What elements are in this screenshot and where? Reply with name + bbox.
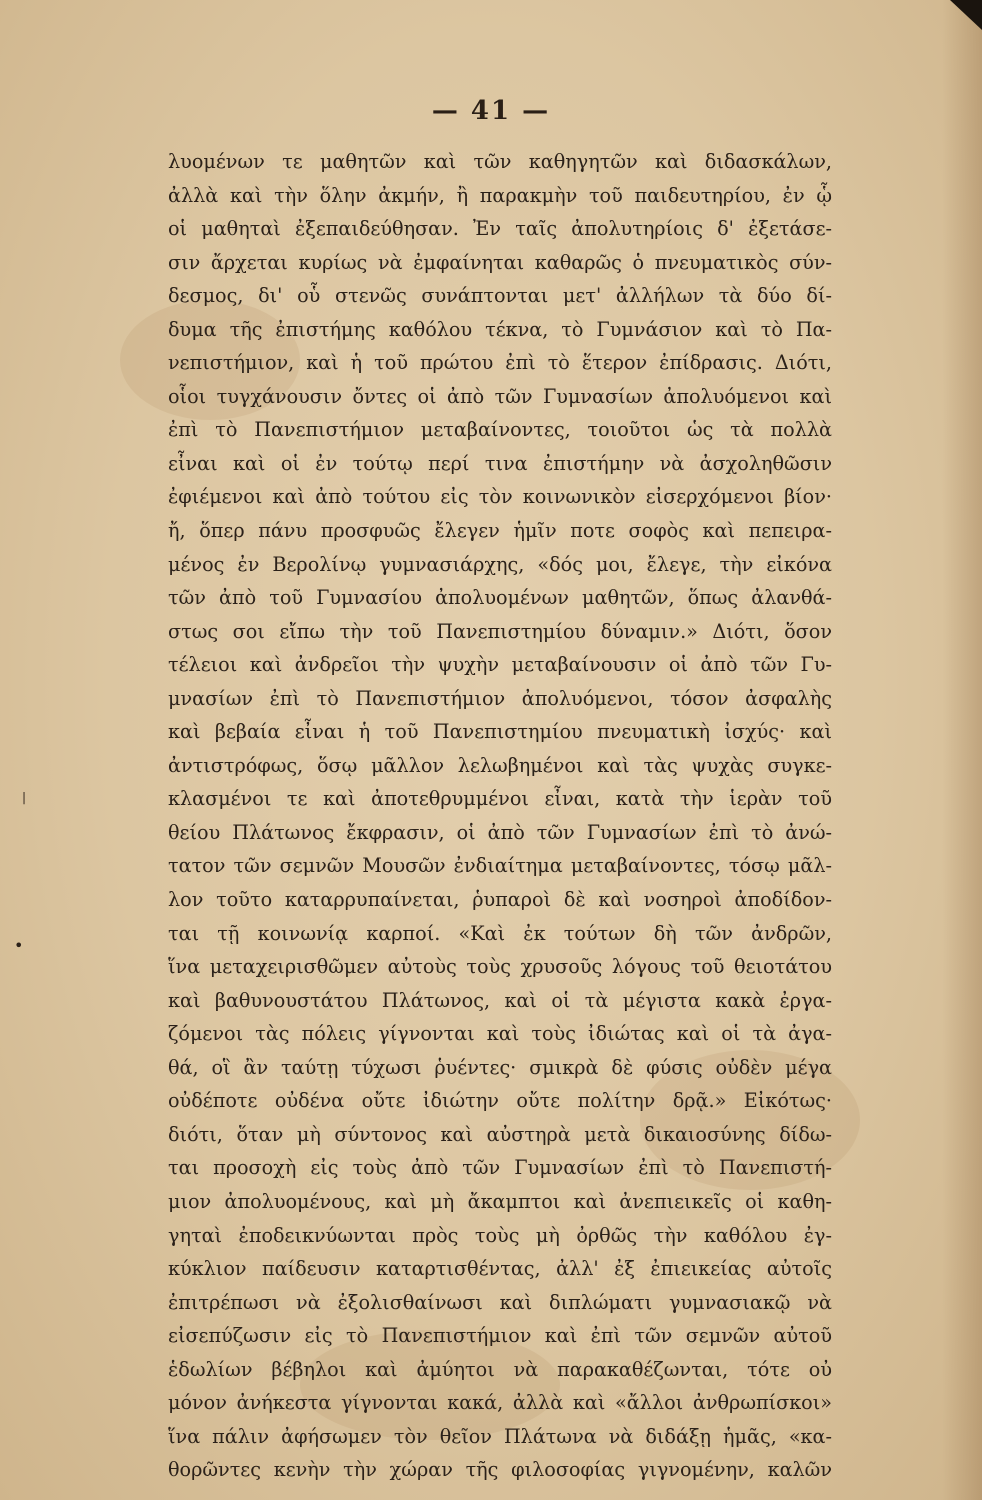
text-line: οὐδέποτε οὐδένα οὔτε ἰδιώτην οὔτε πολίτην δρᾷ.» Εἰκότως· (168, 1089, 832, 1113)
text-line: θορῶντες κενὴν τὴν χώραν τῆς φιλοσοφίας γιγνομένην, καλῶν (168, 1458, 832, 1482)
text-line: ἤ, ὅπερ πάνυ προσφυῶς ἔλεγεν ἡμῖν ποτε σοφὸς καὶ πεπειρα- (168, 519, 832, 543)
text-line: ἵνα μεταχειρισθῶμεν αὐτοὺς τοὺς χρυσοῦς λόγους τοῦ θειοτάτου (168, 955, 832, 979)
text-line: τατον τῶν σεμνῶν Μουσῶν ἐνδιαίτημα μεταβαίνοντες, τόσῳ μᾶλ- (168, 854, 832, 878)
text-line: ἐπὶ τὸ Πανεπιστήμιον μεταβαίνοντες, τοιοῦτοι ὡς τὰ πολλὰ (168, 418, 832, 442)
text-line: ζόμενοι τὰς πόλεις γίγνονται καὶ τοὺς ἰδιώτας καὶ οἱ τὰ ἀγα- (168, 1022, 832, 1046)
text-line: μόνον ἀνήκεστα γίγνονται κακά, ἀλλὰ καὶ «ἄλλοι ἀνθρωπίσκοι» (168, 1391, 832, 1415)
text-line: μιον ἀπολυομένους, καὶ μὴ ἄκαμπτοι καὶ ἀνεπιεικεῖς οἱ καθη- (168, 1189, 832, 1213)
text-line: διότι, ὅταν μὴ σύντονος καὶ αὐστηρὰ μετὰ δικαιοσύνης δίδω- (168, 1122, 832, 1146)
text-line: νεπιστήμιον, καὶ ἡ τοῦ πρώτου ἐπὶ τὸ ἕτερον ἐπίδρασις. Διότι, (168, 351, 832, 375)
text-line: οἱ μαθηταὶ ἐξεπαιδεύθησαν. Ἐν ταῖς ἀπολυτηρίοις δ' ἐξετάσε- (168, 217, 832, 241)
text-line: οἷοι τυγχάνουσιν ὄντες οἱ ἀπὸ τῶν Γυμνασίων ἀπολυόμενοι καὶ (168, 384, 832, 408)
text-line: δεσμος, δι' οὗ στενῶς συνάπτονται μετ' ἀλλήλων τὰ δύο δί- (168, 284, 832, 308)
text-line: μνασίων ἐπὶ τὸ Πανεπιστήμιον ἀπολυόμενοι, τόσον ἀσφαλὴς (168, 686, 832, 710)
text-line: δυμα τῆς ἐπιστήμης καθόλου τέκνα, τὸ Γυμνάσιον καὶ τὸ Πα- (168, 317, 832, 341)
text-line: ἑδωλίων βέβηλοι καὶ ἀμύητοι νὰ παρακαθέζωνται, τότε οὐ (168, 1357, 832, 1381)
text-line: εἶναι καὶ οἱ ἐν τούτῳ περί τινα ἐπιστήμην νὰ ἀσχοληθῶσιν (168, 451, 832, 475)
text-line: ἀντιστρόφως, ὅσῳ μᾶλλον λελωβημένοι καὶ τὰς ψυχὰς συγκε- (168, 753, 832, 777)
text-line: κύκλιον παίδευσιν καταρτισθέντας, ἀλλ' ἐξ ἐπιεικείας αὐτοῖς (168, 1257, 832, 1281)
text-line: μένος ἐν Βερολίνῳ γυμνασιάρχης, «δός μοι, ἔλεγε, τὴν εἰκόνα (168, 552, 832, 576)
page-edge-shadow (942, 0, 982, 1500)
text-line: ἐπιτρέπωσι νὰ ἐξολισθαίνωσι καὶ διπλώματι γυμνασιακῷ νὰ (168, 1290, 832, 1314)
text-line: θείου Πλάτωνος ἔκφρασιν, οἱ ἀπὸ τῶν Γυμνασίων ἐπὶ τὸ ἀνώ- (168, 820, 832, 844)
text-line: σιν ἄρχεται κυρίως νὰ ἐμφαίνηται καθαρῶς ὁ πνευματικὸς σύν- (168, 250, 832, 274)
text-line: στως σοι εἴπω τὴν τοῦ Πανεπιστημίου δύναμιν.» Διότι, ὅσον (168, 619, 832, 643)
text-line: θά, οἳ ἂν ταύτῃ τύχωσι ῥυέντες· σμικρὰ δὲ φύσις οὐδὲν μέγα (168, 1055, 832, 1079)
text-line: καὶ βεβαία εἶναι ἡ τοῦ Πανεπιστημίου πνευματικὴ ἰσχύς· καὶ (168, 720, 832, 744)
text-line: καὶ βαθυνουστάτου Πλάτωνος, καὶ οἱ τὰ μέγιστα κακὰ ἐργα- (168, 988, 832, 1012)
text-line: εἰσεπύζωσιν εἰς τὸ Πανεπιστήμιον καὶ ἐπὶ τῶν σεμνῶν αὐτοῦ (168, 1324, 832, 1348)
margin-mark: | (22, 790, 27, 804)
text-line: τῶν ἀπὸ τοῦ Γυμνασίου ἀπολυομένων μαθητῶν, ὅπως ἀλανθά- (168, 586, 832, 610)
text-line: ἐφιέμενοι καὶ ἀπὸ τούτου εἰς τὸν κοινωνικὸν εἰσερχόμενοι βίον· (168, 485, 832, 509)
body-text (168, 145, 832, 1487)
text-line: τέλειοι καὶ ἀνδρεῖοι τὴν ψυχὴν μεταβαίνουσιν οἱ ἀπὸ τῶν Γυ- (168, 653, 832, 677)
page-number: — 41 — (431, 96, 551, 126)
text-line: ἵνα πάλιν ἀφήσωμεν τὸν θεῖον Πλάτωνα νὰ διδάξῃ ἡμᾶς, «κα- (168, 1424, 832, 1448)
text-line: ἀλλὰ καὶ τὴν ὅλην ἀκμήν, ἢ παρακμὴν τοῦ παιδευτηρίου, ἐν ᾧ (168, 183, 832, 207)
text-line: ται τῇ κοινωνίᾳ καρποί. «Καὶ ἐκ τούτων δὴ τῶν ἀνδρῶν, (168, 921, 832, 945)
margin-mark: • (14, 936, 24, 955)
text-line: γηταὶ ἐποδεικνύωνται πρὸς τοὺς μὴ ὀρθῶς τὴν καθόλου ἐγ- (168, 1223, 832, 1247)
text-line: λυομένων τε μαθητῶν καὶ τῶν καθηγητῶν καὶ διδασκάλων, (168, 150, 832, 173)
text-line: κλασμένοι τε καὶ ἀποτεθρυμμένοι εἶναι, κατὰ τὴν ἱερὰν τοῦ (168, 787, 832, 811)
text-line: ται προσοχὴ εἰς τοὺς ἀπὸ τῶν Γυμνασίων ἐπὶ τὸ Πανεπιστή- (168, 1156, 832, 1180)
text-line: λον τοῦτο καταρρυπαίνεται, ῥυπαροὶ δὲ καὶ νοσηροὶ ἀποδίδον- (168, 888, 832, 912)
